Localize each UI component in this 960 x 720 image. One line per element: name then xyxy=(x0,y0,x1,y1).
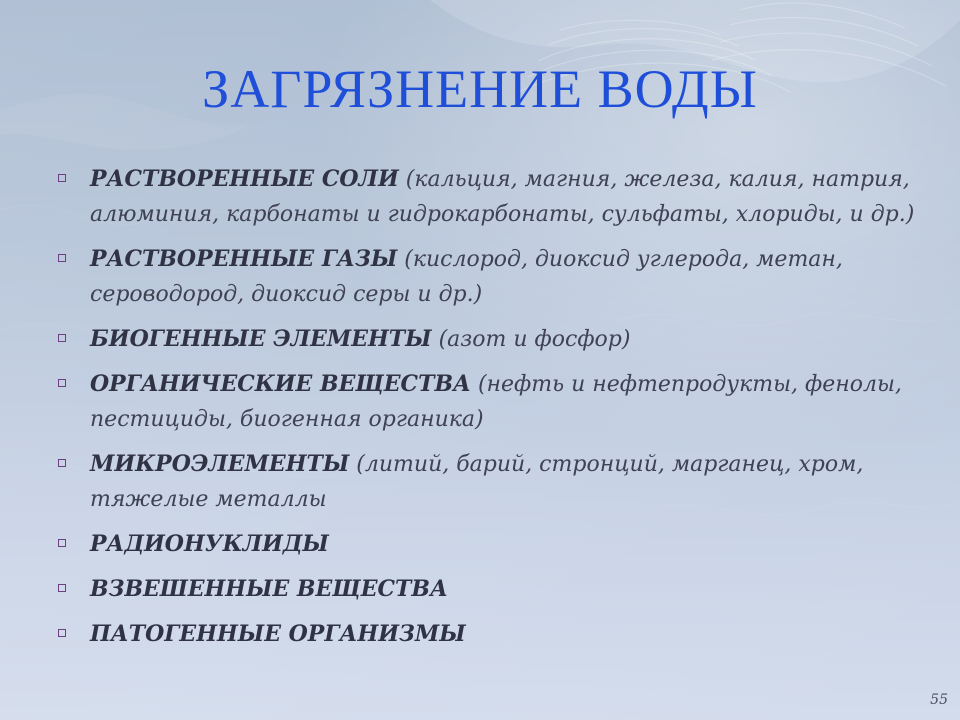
square-bullet-icon xyxy=(58,379,66,387)
list-item-term: ОРГАНИЧЕСКИЕ ВЕЩЕСТВА xyxy=(90,371,471,397)
square-bullet-icon xyxy=(58,459,66,467)
list-item xyxy=(58,242,918,312)
list-item-details: (литий, барий, стронций, марганец, хром, тяжелые металлы xyxy=(90,452,864,512)
list-item-details: (азот и фосфор) xyxy=(431,327,631,352)
list-item xyxy=(58,527,918,562)
list-item xyxy=(58,617,918,652)
square-bullet-icon xyxy=(58,334,66,342)
slide-number: 55 xyxy=(930,692,948,708)
list-item-term: МИКРОЭЛЕМЕНТЫ xyxy=(90,451,350,477)
list-item xyxy=(58,447,918,517)
list-item xyxy=(58,322,918,357)
square-bullet-icon xyxy=(58,174,66,182)
pollution-list xyxy=(58,162,918,662)
list-item-term: ПАТОГЕННЫЕ ОРГАНИЗМЫ xyxy=(90,621,466,647)
list-item-term: ВЗВЕШЕННЫЕ ВЕЩЕСТВА xyxy=(90,576,448,602)
square-bullet-icon xyxy=(58,629,66,637)
list-item-details: (кислород, диоксид углерода, метан, сероводород, диоксид серы и др.) xyxy=(90,247,843,307)
square-bullet-icon xyxy=(58,254,66,262)
list-item-term: БИОГЕННЫЕ ЭЛЕМЕНТЫ xyxy=(90,326,432,352)
list-item-term: РАСТВОРЕННЫЕ СОЛИ xyxy=(90,166,399,192)
slide-title: ЗАГРЯЗНЕНИЕ ВОДЫ xyxy=(202,59,758,119)
list-item-details: (кальция, магния, железа, калия, натрия, алюминия, карбонаты и гидрокарбонаты, сульфаты, хлориды, и др.) xyxy=(90,167,915,227)
square-bullet-icon xyxy=(58,584,66,592)
list-item-term: РАСТВОРЕННЫЕ ГАЗЫ xyxy=(90,246,398,272)
list-item xyxy=(58,572,918,607)
list-item xyxy=(58,367,918,437)
list-item-details: (нефть и нефтепродукты, фенолы, пестициды, биогенная органика) xyxy=(90,372,902,432)
list-item xyxy=(58,162,918,232)
square-bullet-icon xyxy=(58,539,66,547)
list-item-term: РАДИОНУКЛИДЫ xyxy=(90,531,329,557)
